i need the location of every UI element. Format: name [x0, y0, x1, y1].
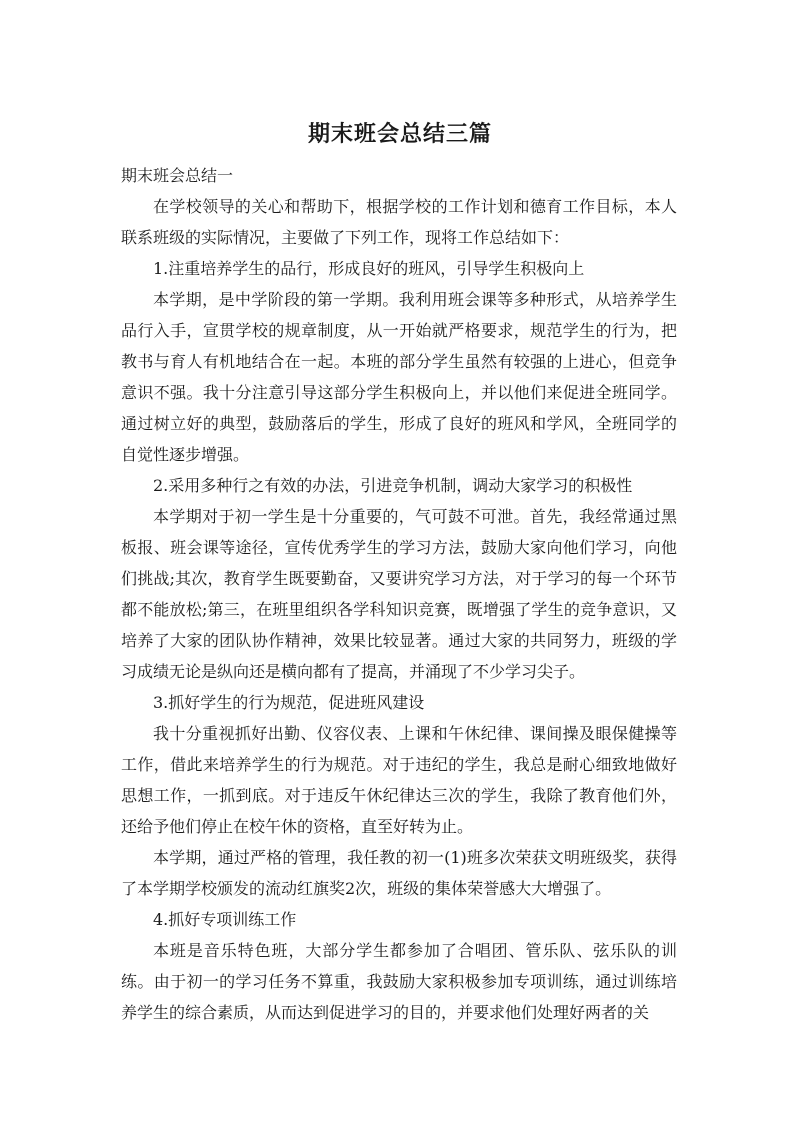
point-heading-2: 2.采用多种行之有效的办法，引进竞争机制，调动大家学习的积极性	[153, 476, 633, 495]
point-heading-1: 1.注重培养学生的品行，形成良好的班风，引导学生积极向上	[153, 259, 585, 278]
paragraph-point-2: 本学期对于初一学生是十分重要的，气可鼓不可泄。首先，我经常通过黑板报、班会课等途径，宣传优秀学生的学习方法，鼓励大家向他们学习，向他们挑战;其次，教育学生既要勤奋，又要讲究学习方法，对于学习的每一个环节都不能放松;第三，在班里组织各学科知识竞赛，既增强了学生的竞争意识，又培养了大家的团队协作精神，效果比较显著。通过大家的共同努力，班级的学习成绩无论是纵向还是横向都有了提高，并涌现了不少学习尖子。	[121, 507, 677, 681]
paragraph-intro: 在学校领导的关心和帮助下，根据学校的工作计划和德育工作目标，本人联系班级的实际情况，主要做了下列工作，现将工作总结如下：	[121, 197, 677, 247]
point-heading-3: 3.抓好学生的行为规范，促进班风建设	[153, 693, 425, 712]
paragraph-point-1: 本学期，是中学阶段的第一学期。我利用班会课等多种形式，从培养学生品行入手，宣贯学校的规章制度，从一开始就严格要求，规范学生的行为，把教书与育人有机地结合在一起。本班的部分学生虽然有较强的上进心，但竞争意识不强。我十分注意引导这部分学生积极向上，并以他们来促进全班同学。通过树立好的典型，鼓励落后的学生，形成了良好的班风和学风，全班同学的自觉性逐步增强。	[121, 290, 677, 464]
document-body	[121, 160, 677, 1028]
paragraph-point-4: 本班是音乐特色班，大部分学生都参加了合唱团、管乐队、弦乐队的训练。由于初一的学习任务不算重，我鼓励大家积极参加专项训练，通过训练培养学生的综合素质，从而达到促进学习的目的，并要求他们处理好两者的关	[121, 941, 677, 1022]
section-heading: 期末班会总结一	[121, 166, 234, 185]
paragraph-point-3-result: 本学期，通过严格的管理，我任教的初一(1)班多次荣获文明班级奖，获得了本学期学校颁发的流动红旗奖2次，班级的集体荣誉感大大增强了。	[121, 848, 677, 898]
point-heading-4: 4.抓好专项训练工作	[153, 910, 297, 929]
document-title: 期末班会总结三篇	[307, 122, 492, 147]
paragraph-point-3: 我十分重视抓好出勤、仪容仪表、上课和午休纪律、课间操及眼保健操等工作，借此来培养学生的行为规范。对于违纪的学生，我总是耐心细致地做好思想工作，一抓到底。对于违反午休纪律达三次的学生，我除了教育他们外，还给予他们停止在校午休的资格，直至好转为止。	[121, 724, 677, 836]
